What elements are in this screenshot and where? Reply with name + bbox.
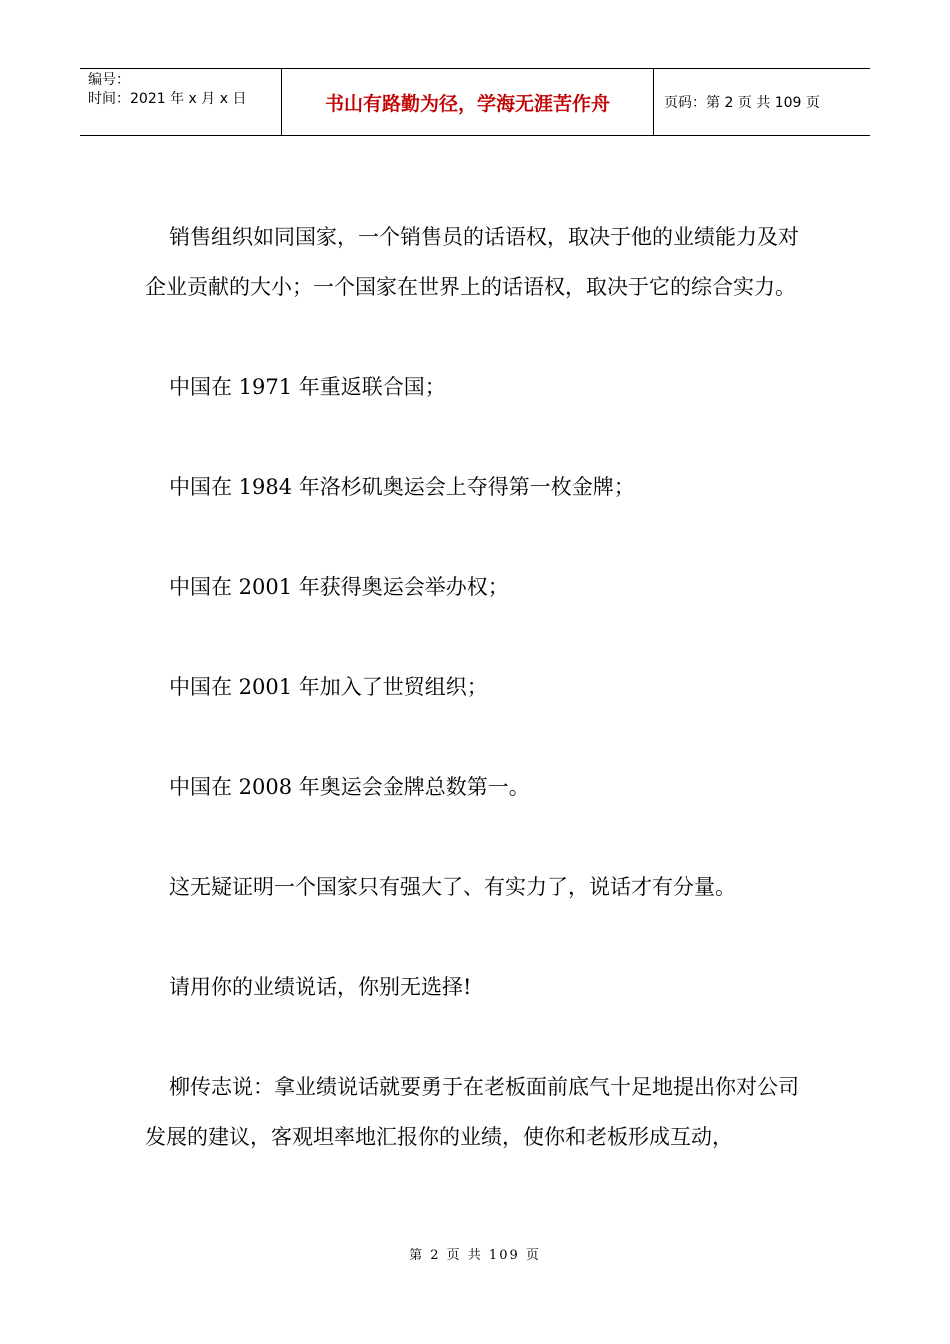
page-footer: 第 2 页 共 109 页 <box>409 1248 541 1263</box>
paragraph: 中国在 1984 年洛杉矶奥运会上夺得第一枚金牌； <box>169 475 635 499</box>
paragraph: 中国在 2001 年获得奥运会举办权； <box>169 575 509 599</box>
page-header <box>80 68 870 136</box>
paragraph: 中国在 1971 年重返联合国； <box>169 375 446 399</box>
header-motto: 书山有路勤为径，学海无涯苦作舟 <box>282 69 654 135</box>
paragraph: 中国在 2008 年奥运会金牌总数第一。 <box>169 775 530 799</box>
time-label: 时间：2021 年 x 月 x 日 <box>88 91 247 107</box>
paragraph: 销售组织如同国家，一个销售员的话语权，取决于他的业绩能力及对企业贡献的大小；一个国家在世界上的话语权，取决于它的综合实力。 <box>145 225 799 299</box>
paragraph: 柳传志说：拿业绩说话就要勇于在老板面前底气十足地提出你对公司发展的建议，客观坦率地汇报你的业绩，使你和老板形成互动， <box>145 1075 799 1149</box>
header-meta <box>80 69 282 135</box>
number-label: 编号： <box>88 72 130 88</box>
document-body <box>145 212 815 1162</box>
paragraph: 请用你的业绩说话，你别无选择! <box>169 975 472 999</box>
paragraph: 这无疑证明一个国家只有强大了、有实力了，说话才有分量。 <box>169 875 736 899</box>
paragraph: 中国在 2001 年加入了世贸组织； <box>169 675 488 699</box>
header-page-info: 页码：第 2 页 共 109 页 <box>664 95 820 111</box>
